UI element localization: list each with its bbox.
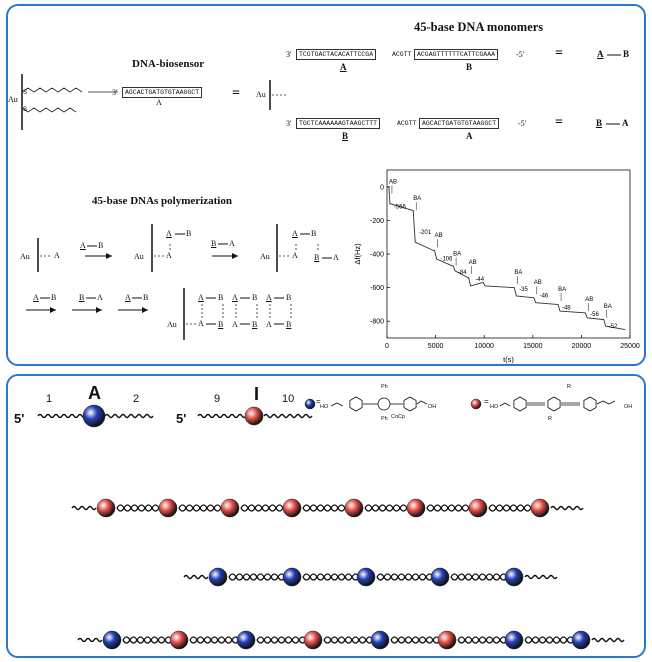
blue-ho: HO <box>320 404 329 410</box>
row2-a1: A <box>33 293 39 302</box>
x-tick-label: 10000 <box>474 343 494 350</box>
y-tick-label: 0 <box>380 184 384 192</box>
seq2-spacer: ACGTT <box>397 120 417 127</box>
y-axis-label: Δf(Hz) <box>353 243 362 265</box>
polymer-mixed-helix <box>391 640 440 643</box>
legend-red-ball <box>471 399 481 409</box>
blue-linker-left <box>331 403 343 406</box>
data-label: AB <box>388 179 397 186</box>
poly-2-a: A <box>166 251 172 260</box>
monomer-i-ball <box>245 407 263 425</box>
polymer-blue-ball <box>505 568 523 586</box>
biosensor-title: DNA-biosensor <box>132 58 205 70</box>
y-tick-label: -600 <box>369 285 384 293</box>
polymer-red-helix <box>303 508 345 511</box>
seq1-part1: TCGTGACTACACATTCCGA <box>296 49 376 60</box>
polymer-red-ball <box>345 499 363 517</box>
polymer-red-ball <box>159 499 177 517</box>
poly-3-b: B <box>314 253 320 262</box>
poly-arrow2-b: B <box>211 239 217 248</box>
sensor-label: A <box>156 98 162 107</box>
monomer-a-left-num: 1 <box>46 393 53 405</box>
polymer-blue-ball <box>209 568 227 586</box>
polymer-red-helix <box>179 508 221 511</box>
seq2-label-a: A <box>466 131 473 141</box>
blue-equals: = <box>316 397 321 406</box>
au-label: Au <box>8 95 18 104</box>
row2-au: Au <box>167 320 177 329</box>
y-tick-label: -400 <box>369 251 384 259</box>
y-tick-label: -200 <box>369 217 384 225</box>
row2-b1: B <box>51 293 57 302</box>
poly-au-3: Au <box>260 252 270 261</box>
data-label: AB <box>468 260 477 267</box>
data-label: -48 <box>561 305 571 312</box>
seq2-3prime: 3' <box>286 119 292 128</box>
seq1-label-a: A <box>340 62 347 72</box>
sensor-sequence: AGCACTGATGTGTAAGGCT <box>122 87 202 98</box>
polymer-red-helix <box>489 508 531 511</box>
poly-3-a-top: A <box>292 229 298 238</box>
polymer-red-ball <box>221 499 239 517</box>
poly-2-a-top: A <box>166 229 172 238</box>
row2-b2: B <box>79 293 85 302</box>
monomer-a-strand-left <box>38 415 86 418</box>
poly-a-1: A <box>54 251 60 260</box>
blue-ring-left <box>350 397 362 411</box>
data-label: -44 <box>475 276 485 283</box>
row2-chain-atop2: A <box>232 293 238 302</box>
row2-chain-b3: B <box>252 293 258 302</box>
data-label: -106 <box>440 256 453 263</box>
x-tick-label: 15000 <box>523 343 543 350</box>
polymer-mixed-tail-left <box>78 639 102 642</box>
seq1-result-a: A <box>597 49 604 59</box>
x-tick-label: 0 <box>385 343 389 350</box>
polymer-mixed-ball <box>304 631 322 649</box>
sensor-prime: 3' <box>112 88 118 97</box>
polymer-mixed-ball <box>237 631 255 649</box>
red-ring-2 <box>548 397 560 411</box>
polymer-mixed-helix <box>257 640 306 643</box>
poly-3-a: A <box>292 251 298 260</box>
data-label: -566 <box>393 204 406 211</box>
poly-arrow2-a: A <box>229 239 235 248</box>
poly-3-a2: A <box>333 253 339 262</box>
legend-blue-ball <box>305 399 315 409</box>
polymer-red-helix <box>117 508 159 511</box>
polymer-red-ball <box>97 499 115 517</box>
red-ring-1 <box>514 397 526 411</box>
row2-chain-b6: B <box>286 320 292 329</box>
row2-chain-atop1: A <box>198 293 204 302</box>
polymer-blue-helix <box>377 577 433 580</box>
polymer-blue-helix <box>229 577 285 580</box>
polymer-red-helix <box>365 508 407 511</box>
blue-oh: OH <box>428 404 437 410</box>
data-label: -52 <box>608 323 618 330</box>
polymer-mixed-tail-right <box>592 639 624 642</box>
data-label: -35 <box>519 286 528 293</box>
ph-bottom: Ph <box>381 416 388 422</box>
polymer-mixed-ball <box>371 631 389 649</box>
seq2-part2: AGCACTGATGTGTAAGGCT <box>419 118 499 129</box>
data-label: AB <box>585 297 594 304</box>
data-label: BA <box>514 270 523 277</box>
monomer-i-5prime: 5' <box>176 411 187 426</box>
data-label: -56 <box>590 312 599 319</box>
y-tick-label: -800 <box>369 318 384 326</box>
polymer-red-ball <box>469 499 487 517</box>
sensor-equals: = <box>232 86 240 101</box>
r-top: R <box>567 384 571 390</box>
red-ring-3 <box>584 397 596 411</box>
x-axis-label: t(s) <box>503 355 514 364</box>
poly-2-b-top: B <box>186 229 192 238</box>
monomer-i-left-num: 9 <box>214 393 221 405</box>
row2-chain-a2: A <box>232 320 238 329</box>
monomer-a-5prime: 5' <box>14 411 25 426</box>
polymer-mixed-helix <box>190 640 239 643</box>
row2-b3: B <box>143 293 149 302</box>
polymer-red-ball <box>531 499 549 517</box>
polymer-blue-ball <box>357 568 375 586</box>
svg-text:S: S <box>23 90 28 96</box>
poly-arrow1-b: B <box>98 241 104 250</box>
seq2-result-b: B <box>596 118 603 128</box>
red-linker-right <box>597 401 615 404</box>
seq1-spacer: ACGTT <box>392 51 412 58</box>
polymer-red-tail-left <box>72 507 96 510</box>
monomers-title: 45-base DNA monomers <box>414 20 544 34</box>
polymer-blue-ball <box>283 568 301 586</box>
cobalt-center <box>378 398 390 410</box>
blue-ring-right <box>404 397 416 411</box>
poly-au-1: Au <box>20 252 30 261</box>
polymer-red-ball <box>407 499 425 517</box>
seq1-result-b: B <box>623 49 630 59</box>
polymer-blue-helix <box>303 577 359 580</box>
row2-chain-b4: B <box>252 320 258 329</box>
blue-linker-right <box>417 401 427 404</box>
row2-chain-b2: B <box>218 320 224 329</box>
seq2-5prime: -5' <box>518 119 527 128</box>
data-label: BA <box>453 251 462 258</box>
monomer-i-right-num: 10 <box>282 393 295 405</box>
data-label: BA <box>603 303 612 310</box>
polymer-blue-helix <box>451 577 507 580</box>
seq1-part2: ACGAGTTTTTTCATTCGAAA <box>414 49 498 60</box>
row2-chain-a3: A <box>266 320 272 329</box>
row2-chain-atop3: A <box>266 293 272 302</box>
polymer-blue-tail-left <box>184 576 208 579</box>
polymer-mixed-helix <box>458 640 507 643</box>
polymer-blue-tail-right <box>525 576 557 579</box>
r-bottom: R <box>548 416 552 422</box>
x-tick-label: 5000 <box>427 343 444 350</box>
seq2-label-b: B <box>342 131 349 141</box>
polymer-red-helix <box>427 508 469 511</box>
row2-chain-a1: A <box>198 319 204 328</box>
polymer-red-ball <box>283 499 301 517</box>
red-equals: = <box>484 397 489 406</box>
polymer-mixed-helix <box>123 640 172 643</box>
polymer-mixed-ball <box>170 631 188 649</box>
x-tick-label: 25000 <box>620 343 640 350</box>
data-label: AB <box>434 233 443 240</box>
monomer-a-letter: A <box>88 383 101 403</box>
seq1-5prime: -5' <box>516 50 525 59</box>
data-label: -46 <box>539 293 549 300</box>
polymerization-title: 45-base DNAs polymerization <box>92 195 232 207</box>
monomer-a-ball <box>83 405 105 427</box>
polymer-mixed-ball <box>438 631 456 649</box>
ph-top: Ph <box>381 384 388 390</box>
polymer-red-helix <box>241 508 283 511</box>
cocp-label: CoCp <box>391 414 406 420</box>
seq1-3prime: 3' <box>286 50 292 59</box>
monomer-a-right-num: 2 <box>133 393 140 405</box>
poly-3-b-top: B <box>311 229 317 238</box>
seq2-equals: = <box>555 115 563 130</box>
polymer-mixed-helix <box>525 640 574 643</box>
monomer-i-strand-left <box>198 415 246 418</box>
data-label: -84 <box>457 270 467 277</box>
poly-arrow1-a: A <box>80 241 86 250</box>
x-tick-label: 20000 <box>571 343 592 350</box>
row2-a3: A <box>125 293 131 302</box>
red-ho: HO <box>490 404 499 410</box>
row2-a2: A <box>97 293 103 302</box>
polymer-mixed-ball <box>505 631 523 649</box>
polymer-mixed-ball <box>103 631 121 649</box>
data-label: AB <box>533 280 542 287</box>
poly-au-2: Au <box>134 252 144 261</box>
data-label: BA <box>558 286 567 293</box>
monomer-a-strand-right <box>105 415 153 418</box>
row2-chain-b5: B <box>286 293 292 302</box>
seq2-part1: TGCTCAAAAAAGTAAGCTTT <box>296 118 380 129</box>
monomer-i-letter: I <box>254 384 260 404</box>
seq1-equals: = <box>555 46 563 61</box>
polymer-red-tail-right <box>551 507 583 510</box>
monomer-i-strand-right <box>264 415 312 418</box>
red-linker-left <box>500 403 510 406</box>
polymer-mixed-helix <box>324 640 373 643</box>
data-label: BA <box>413 196 422 203</box>
polymer-blue-ball <box>431 568 449 586</box>
red-oh: OH <box>624 404 633 410</box>
svg-text:S: S <box>23 107 28 113</box>
seq1-label-b: B <box>466 62 473 72</box>
seq2-result-a: A <box>622 118 629 128</box>
polymer-mixed-ball <box>572 631 590 649</box>
sensor-au: Au <box>256 90 266 99</box>
data-label: -201 <box>419 229 432 236</box>
row2-chain-b1: B <box>218 293 224 302</box>
